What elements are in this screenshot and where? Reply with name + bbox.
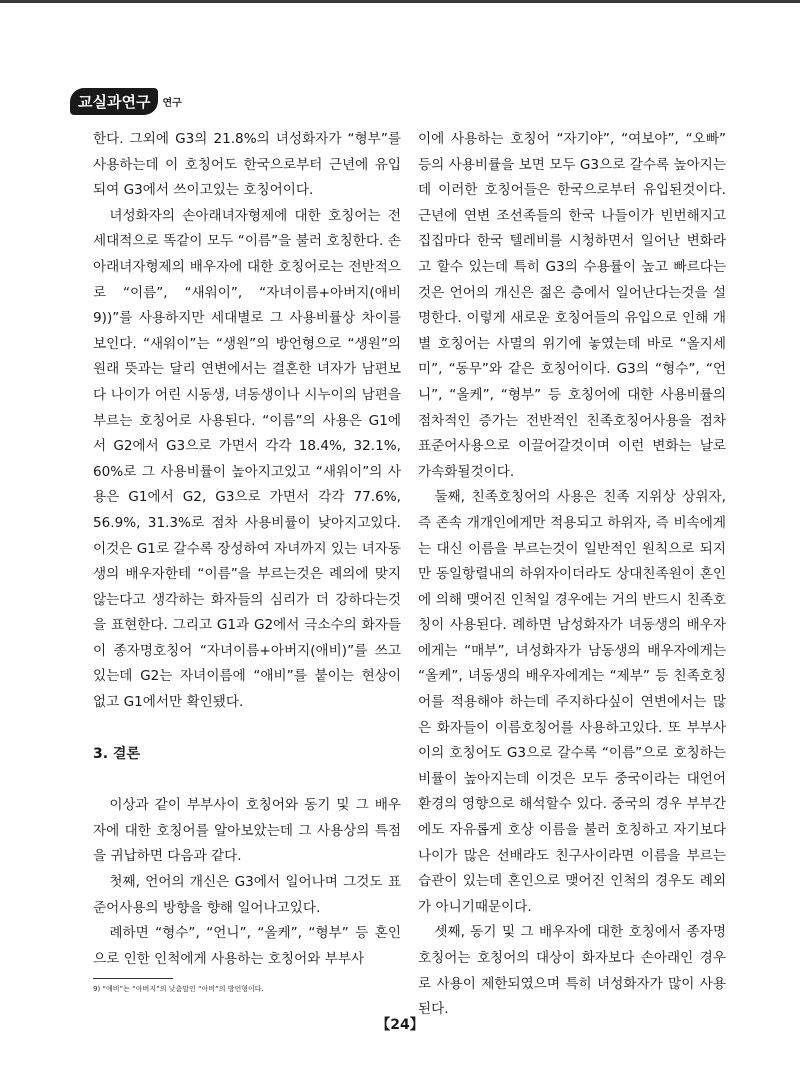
page-number: 【24】: [376, 1017, 424, 1033]
top-border-line: [0, 0, 800, 3]
spacer: [93, 767, 401, 793]
section-heading: 3. 결론: [93, 745, 140, 762]
left-column: [93, 127, 401, 972]
paragraph: 이상과 같이 부부사이 호칭어와 동기 및 그 배우자에 대한 호칭어를 알아보았는데 그 사용상의 특점을 귀납하면 다음과 같다.: [93, 797, 401, 865]
paragraph: 첫째, 언어의 개신은 G3에서 일어나며 그것도 표준어사용의 방향을 향해 일어나고있다.: [93, 874, 401, 916]
paragraph: 례하면 “형수”, “언니”, “올케”, “형부” 등 혼인으로 인한 인척에게 사용하는 호칭어와 부부사: [93, 925, 401, 967]
paragraph: 녀성화자의 손아래녀자형제에 대한 호칭어는 전 세대적으로 똑같이 모두 “이름”을 불러 호칭한다. 손아래녀자형제의 배우자에 대한 호칭어로는 전반적으로 “이름”, “새워이”, “자녀이름+아버지(애비9))”를 사용하지만 세대별로 그 사용비률상 차이를 보인다. “새워이”는 “생원”의 방언형으로 “생원”의 원래 뜻과는 달리 연변에서는 결혼한 녀자가 남편보다 나이가 어린 시동생, 녀동생이나 시누이의 남편을 부르는 호칭어로 사용된다. “이름”의 사용은 G1에서 G2에서 G3으로 가면서 각각 18.4%, 32.1%, 60%로 그 사용비률이 높아지고있고 “새워이”의 사용은 G1에서 G2, G3으로 가면서 각각 77.6%, 56.9%, 31.3%로 점차 사용비률이 낮아지고있다. 이것은 G1로 갈수록 장성하여 자녀까지 있는 녀자동생의 배우자한테 “이름”을 부르는것은 례의에 맞지 않는다고 생각하는 화자들의 심리가 더 강하다는것을 표현한다. 그리고 G1과 G2에서 극소수의 화자들이 종자명호칭어 “자녀이름+아버지(애비)”를 쓰고있는데 G2는 자녀이름에 “애비”를 붙이는 현상이 없고 G1에서만 확인됐다.: [93, 207, 401, 711]
footnote-rule: [93, 978, 173, 979]
footnote: 9) “애비”는 “아버지”의 낮춤말인 “아비”의 방언형이다.: [93, 985, 264, 993]
spacer: [93, 716, 401, 742]
journal-logo: [70, 88, 182, 115]
logo-badge: 교실과연구: [70, 88, 158, 115]
paragraph: 셋째, 동기 및 그 배우자에 대한 호칭에서 종자명호칭어는 호칭어의 대상이 화자보다 손아래인 경우로 사용이 제한되였으며 특히 녀성화자가 많이 사용된다.: [418, 924, 726, 1018]
logo-tail: 연구: [162, 98, 182, 109]
right-column: [418, 127, 726, 1023]
paragraph: 둘째, 친족호칭어의 사용은 친족 지위상 상위자, 즉 존속 개개인에게만 적용되고 하위자, 즉 비속에게는 대신 이름을 부르는것이 일반적인 원칙으로 되지만 동일항렬내의 하위자이더라도 상대친족원이 혼인에 의해 맺어진 인척일 경우에는 거의 반드시 친족호칭이 사용된다. 례하면 남성화자가 녀동생의 배우자에게는 “매부”, 녀성화자가 남동생의 배우자에게는 “올케”, 녀동생의 배우자에게는 “제부” 등 친족호칭어를 적용해야 하는데 주지하다싶이 연변에서는 많은 화자들이 이름호칭어를 사용하고있다. 또 부부사이의 호칭어도 G3으로 갈수록 “이름”으로 호칭하는 비률이 높아지는데 이것은 모두 중국이라는 대언어환경의 영향으로 해석할수 있다. 중국의 경우 부부간에도 자유롭게 호상 이름을 불러 호칭하고 자기보다 나이가 많은 선배라도 친구사이라면 이름을 부르는 습관이 있는데 혼인으로 맺어진 인척의 경우도 례외가 아니기때문이다.: [418, 489, 726, 915]
paragraph: 한다. 그외에 G3의 21.8%의 녀성화자가 “형부”를 사용하는데 이 호칭어도 한국으로부터 근년에 유입되여 G3에서 쓰이고있는 호칭어이다.: [93, 131, 401, 199]
paragraph: 이에 사용하는 호칭어 “자기야”, “여보야”, “오빠” 등의 사용비률을 보면 모두 G3으로 갈수록 높아지는데 이러한 호칭어들은 한국으로부터 유입된것이다. 근년에 연변 조선족들의 한국 나들이가 빈번해지고 집집마다 한국 텔레비를 시청하면서 일어난 변화라고 할수 있는데 특히 G3의 수용률이 높고 빠르다는것은 언어의 개신은 젊은 층에서 일어난다는것을 설명한다. 이렇게 새로운 호칭어들의 유입으로 인해 개별 호칭어는 사멸의 위기에 놓였는데 바로 “올지세미”, “동무”와 같은 호칭어이다. G3의 “형수”, “언니”, “올케”, “형부” 등 호칭어에 대한 사용비률의 점차적인 증가는 전반적인 친족호칭어사용을 점차 표준어사용으로 이끌어갈것이며 이런 변화는 날로 가속화될것이다.: [418, 131, 727, 480]
